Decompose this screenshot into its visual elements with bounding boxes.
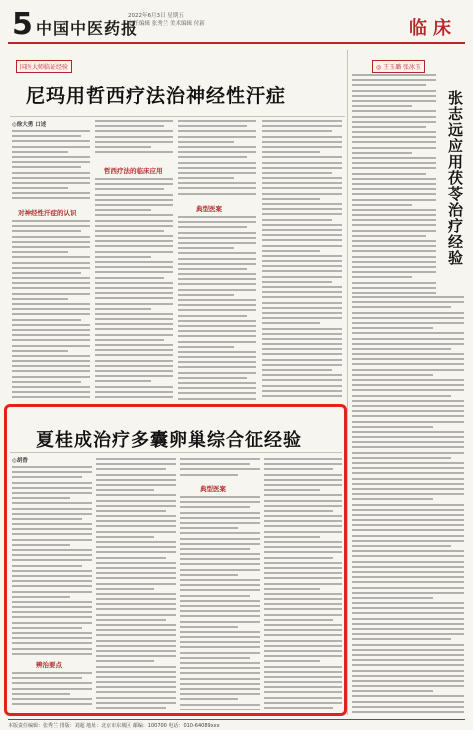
issue-date: 2022年6月3日 星期五 [128,13,184,19]
main-body-text [12,466,92,656]
body-text [262,120,342,400]
side-article-headline: 张志远应用茯苓治疗经验 [446,90,464,266]
masthead [8,8,465,44]
subhead-typical-case-top: 典型医案 [196,205,222,213]
issue-meta [128,12,205,28]
subhead-key-points: 辨治要点 [36,661,62,669]
subhead-typical-case-main: 典型医案 [200,485,226,493]
main-body-text [264,458,342,710]
top-article-tag: 国医大师临证经验 [16,60,72,73]
subhead-understanding: 对神经性汗症的认识 [18,209,77,217]
body-text [95,178,173,400]
side-article-tag: ◎ 王玉璐 张冰玉 [372,60,425,73]
top-article-author: ◎徐大勇 口述 [12,122,47,128]
section-name: 临床 [409,18,457,39]
body-text [12,220,90,400]
body-text [178,120,256,200]
page-number: 5 [12,7,33,42]
page-footer: 本版责任编辑：张秀兰 排版：刘超 地址：北京市东城区 邮编：100700 电话：010-64089xxx [8,719,465,729]
main-article-author: ◎胡香 [12,458,28,464]
side-body-text [352,296,464,714]
body-text [95,120,173,160]
section-divider [10,116,345,117]
column-divider [347,50,348,715]
main-article-headline: 夏桂成治疗多囊卵巢综合征经验 [36,430,302,451]
issue-editors: 责任编辑 张秀兰 美术编辑 付新 [128,21,205,27]
side-body-text [352,74,436,294]
body-text [178,216,256,400]
newspaper-brand: 中国中医药报 [36,19,139,38]
main-body-text [12,672,92,710]
main-body-text [96,458,176,710]
top-article-headline: 尼玛用哲西疗法治神经性汗症 [26,85,287,107]
main-body-text [180,496,260,710]
main-body-text [180,458,260,480]
section-divider [10,452,342,453]
body-text [12,130,90,205]
subhead-clinical-application: 哲西疗法的临床应用 [104,167,163,175]
